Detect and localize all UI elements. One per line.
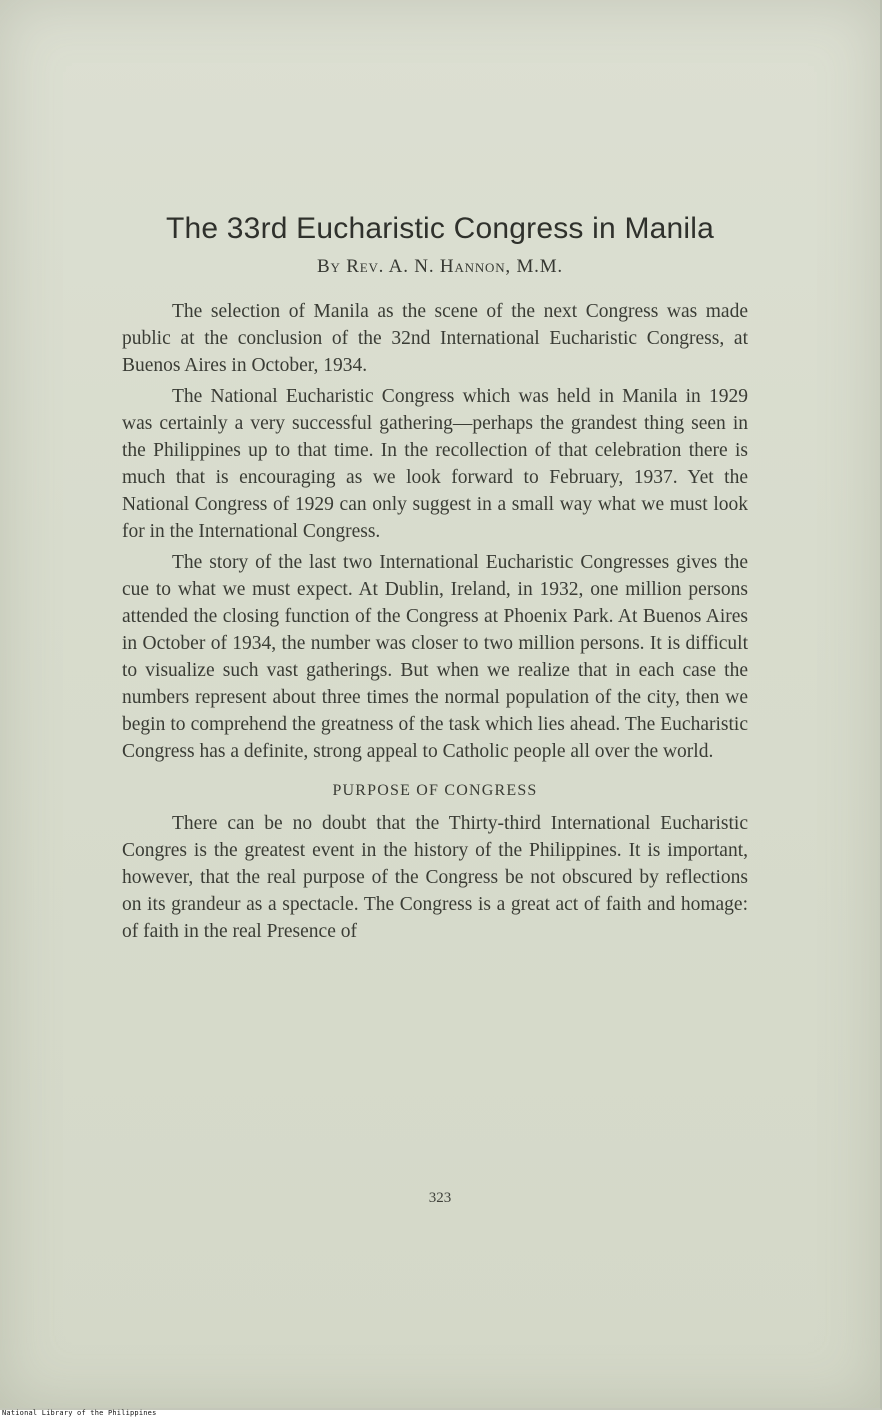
page-number: 323 [428, 1190, 452, 1206]
library-credit: National Library of the Philippines [2, 1409, 157, 1417]
article-title: The 33rd Eucharistic Congress in Manila [165, 212, 715, 245]
paragraph-2: The National Eucharistic Congress which was held in Manila in 1929 was certainly a very successful gathering—perhaps the grandest thing seen in the Philippines up to that time. In the recollection of that celebration there is much that is encouraging as we look forward to February, 1937. Yet the National Congress of 1929 can only suggest in a small way what we must look for in the International Congress. [122, 386, 748, 542]
paragraph-3: The story of the last two International Eucharistic Congresses gives the cue to what we must expect. At Dublin, Ireland, in 1932, one million persons attended the closing function of the Congress at Phoenix Park. At Buenos Aires in October of 1934, the number was closer to two million persons. It is difficult to visualize such vast gatherings. But when we realize that in each case the numbers represent about three times the normal population of the city, then we begin to comprehend the greatness of the task which lies ahead. The Eucharistic Congress has a definite, strong appeal to Catholic people all over the world. [122, 552, 748, 762]
paragraph-1: The selection of Manila as the scene of the next Congress was made public at the conclusion of the 32nd International Eucharistic Congress, at Buenos Aires in October, 1934. [122, 301, 748, 376]
section-heading: PURPOSE OF CONGRESS [332, 782, 538, 799]
byline-text: By Rev. A. N. Hannon, M.M. [317, 256, 563, 277]
article-body [122, 298, 748, 949]
article-byline [0, 256, 880, 278]
paragraph-4: There can be no doubt that the Thirty-third International Eucharistic Congres is the greatest event in the history of the Philippines. It is important, however, that the real purpose of the Congress be not obscured by reflections on its grandeur as a spectacle. The Congress is a great act of faith and homage: of faith in the real Presence of [122, 813, 748, 942]
